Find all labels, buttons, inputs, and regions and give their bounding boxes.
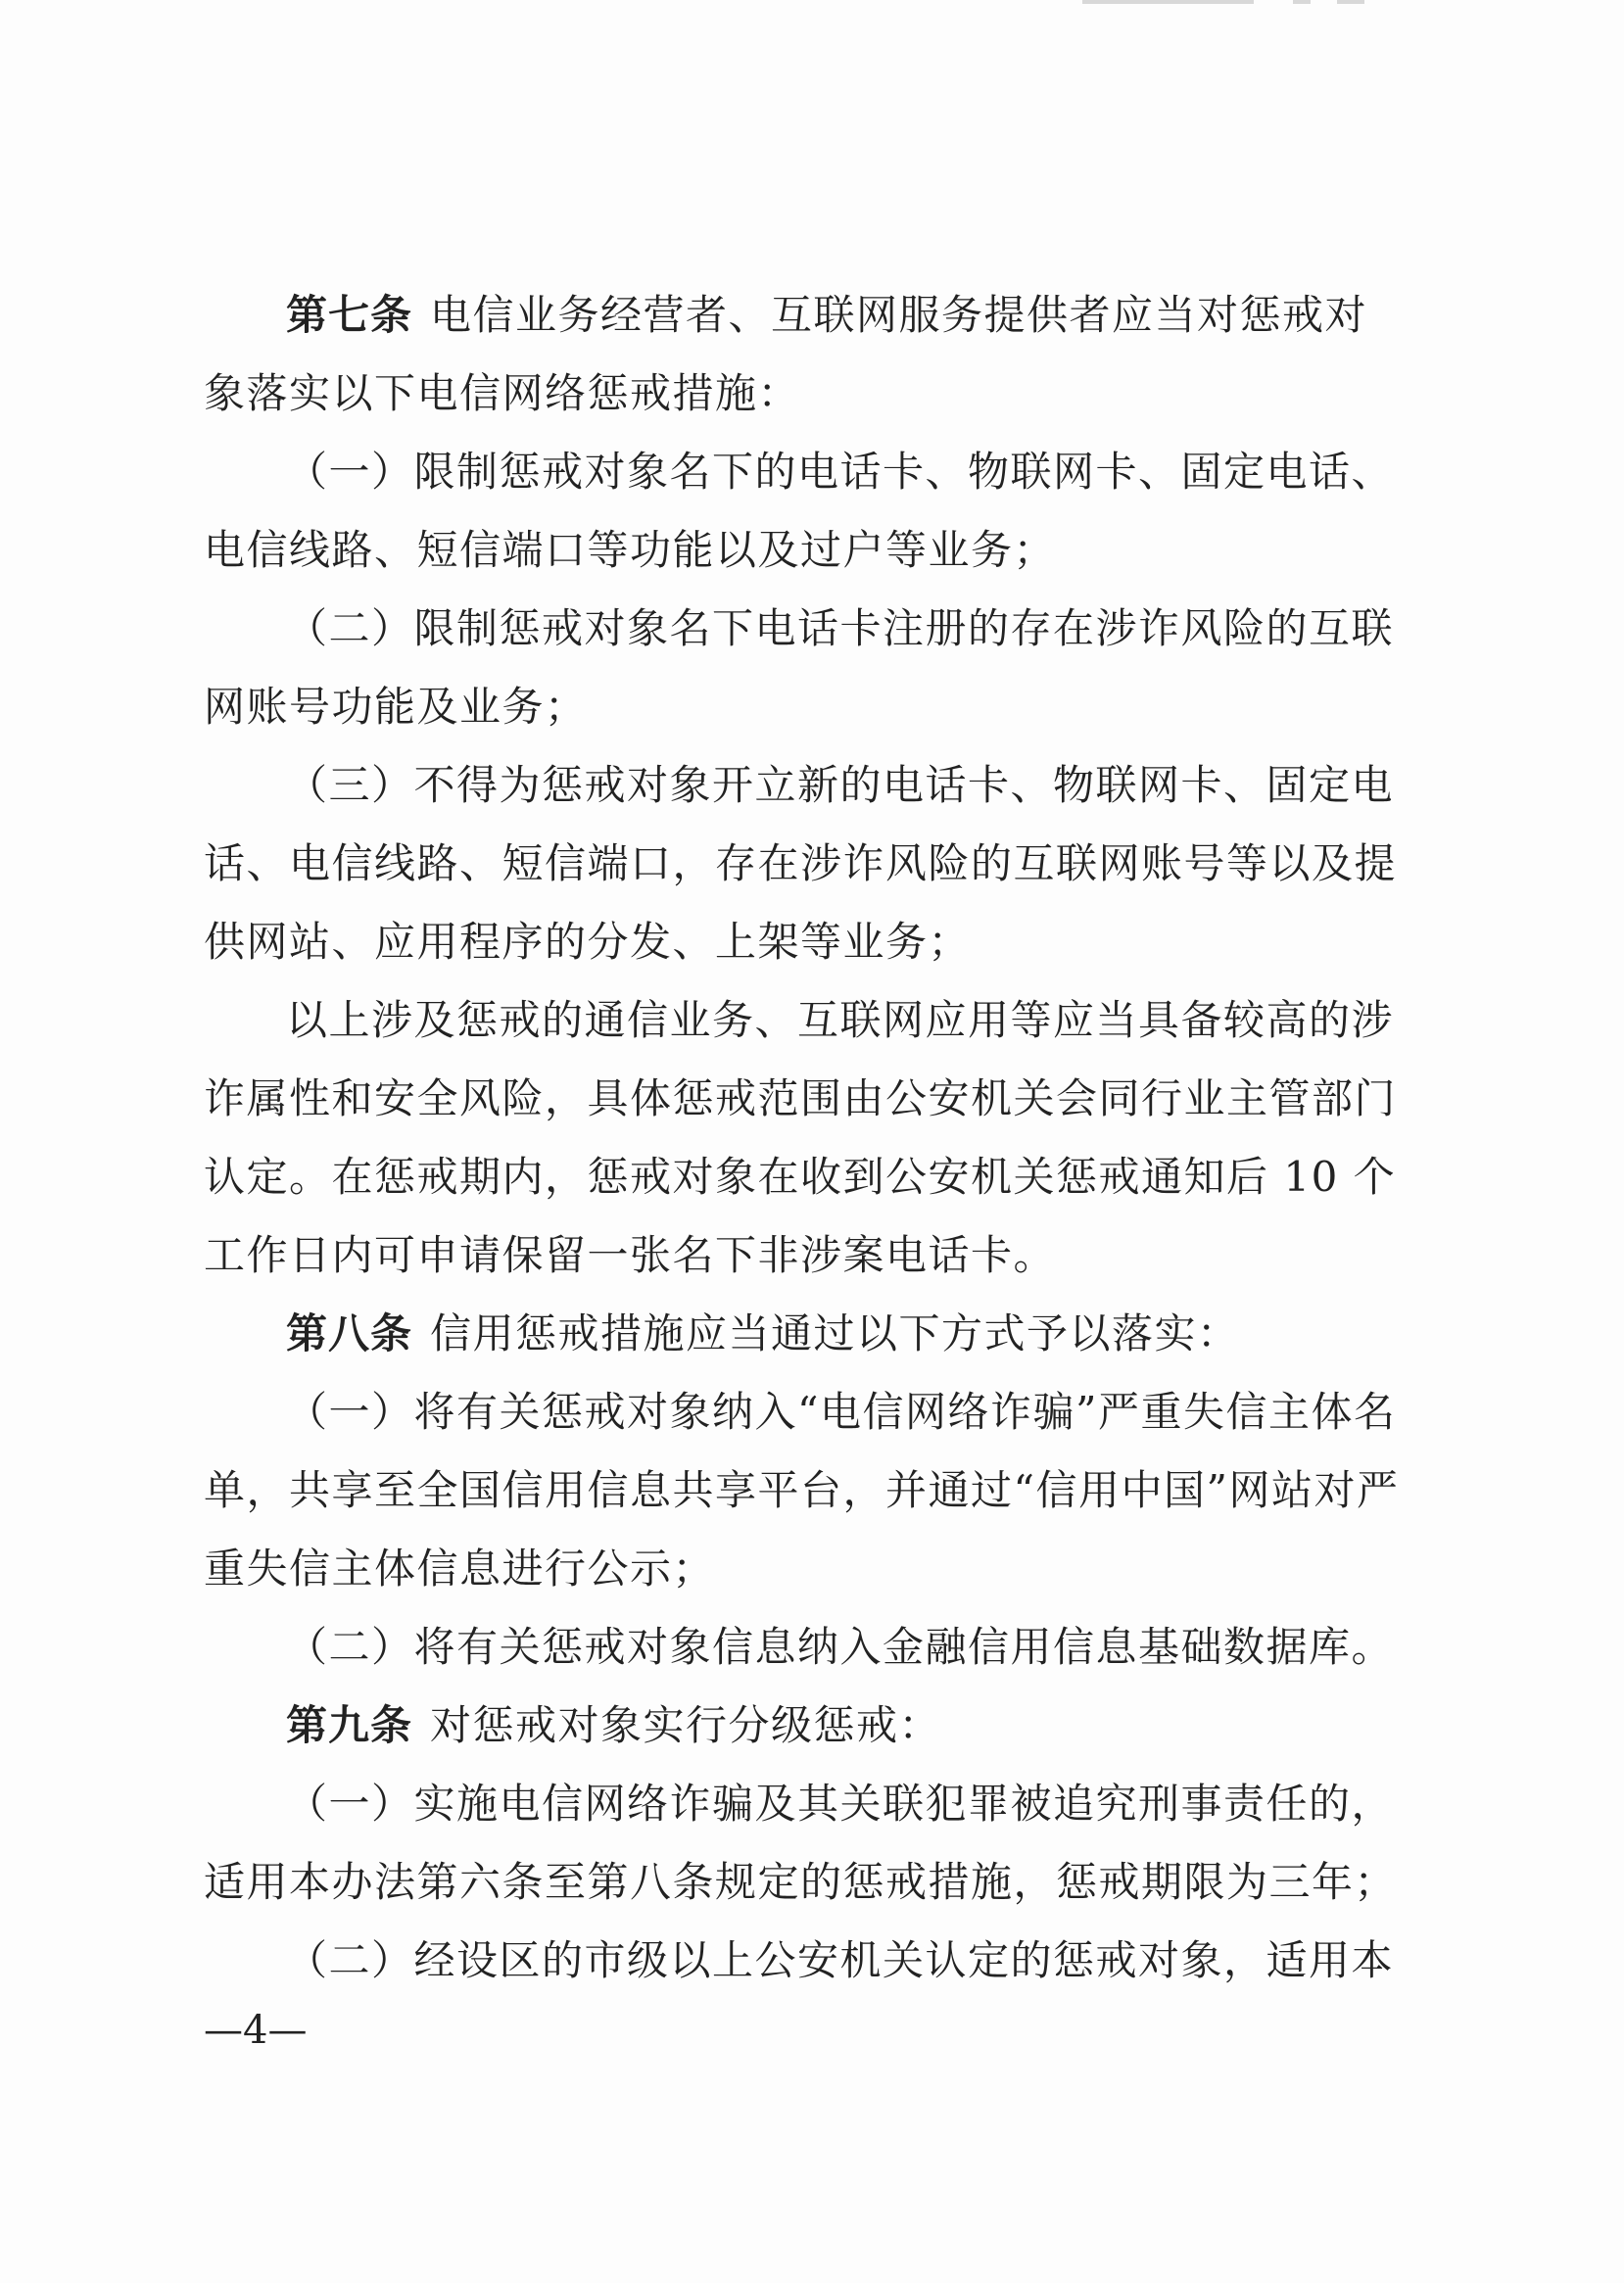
page-number: —4—: [204, 2008, 308, 2053]
paragraph-text: （一）将有关惩戒对象纳入“电信网络诈骗”严重失信主体名单，共享至全国信用信息共享平台，并通过“信用中国”网站对严重失信主体信息进行公示；: [204, 1388, 1400, 1593]
paragraph-text: 对惩戒对象实行分级惩戒：: [430, 1701, 942, 1749]
paragraph-text: （二）经设区的市级以上公安机关认定的惩戒对象，适用本: [286, 1936, 1395, 1984]
paragraph-item: [204, 1765, 1409, 1922]
paragraph-text: （二）将有关惩戒对象信息纳入金融信用信息基础数据库。: [286, 1623, 1395, 1671]
paragraph-text: （二）限制惩戒对象名下电话卡注册的存在涉诈风险的互联网账号功能及业务；: [204, 604, 1395, 731]
article-title: 第七条: [286, 291, 413, 339]
paragraph-item: [204, 1608, 1409, 1687]
paragraph-item: [204, 433, 1409, 590]
paragraph-text: 电信业务经营者、互联网服务提供者应当对惩戒对象落实以下电信网络惩戒措施：: [204, 291, 1368, 417]
paragraph-text: 信用惩戒措施应当通过以下方式予以落实：: [430, 1309, 1240, 1357]
paragraph-article-7: [204, 276, 1409, 433]
paragraph-article-8: [204, 1295, 1409, 1373]
paragraph-item: [204, 1373, 1409, 1608]
article-title: 第八条: [286, 1309, 413, 1357]
document-body: [204, 276, 1409, 2000]
paragraph-item: [204, 981, 1409, 1295]
paragraph-text: （三）不得为惩戒对象开立新的电话卡、物联网卡、固定电话、电信线路、短信端口，存在涉诈风险的互联网账号等以及提供网站、应用程序的分发、上架等业务；: [204, 761, 1398, 966]
scan-edge-mark: [1337, 0, 1364, 4]
paragraph-item: [204, 746, 1409, 981]
paragraph-text: （一）实施电信网络诈骗及其关联犯罪被追究刑事责任的，适用本办法第六条至第八条规定的惩戒措施，惩戒期限为三年；: [204, 1780, 1398, 1906]
scan-edge-mark: [1293, 0, 1311, 4]
scan-edge-mark: [1082, 0, 1254, 4]
paragraph-text: 以上涉及惩戒的通信业务、互联网应用等应当具备较高的涉诈属性和安全风险，具体惩戒范围由公安机关会同行业主管部门认定。在惩戒期内，惩戒对象在收到公安机关惩戒通知后 10 个工作日内可申请保留一张名下非涉案电话卡。: [204, 996, 1398, 1279]
paragraph-text: （一）限制惩戒对象名下的电话卡、物联网卡、固定电话、电信线路、短信端口等功能以及过户等业务；: [204, 448, 1395, 574]
paragraph-item: [204, 590, 1409, 746]
article-title: 第九条: [286, 1701, 413, 1749]
paragraph-article-9: [204, 1687, 1409, 1765]
paragraph-item: [204, 1922, 1409, 2000]
